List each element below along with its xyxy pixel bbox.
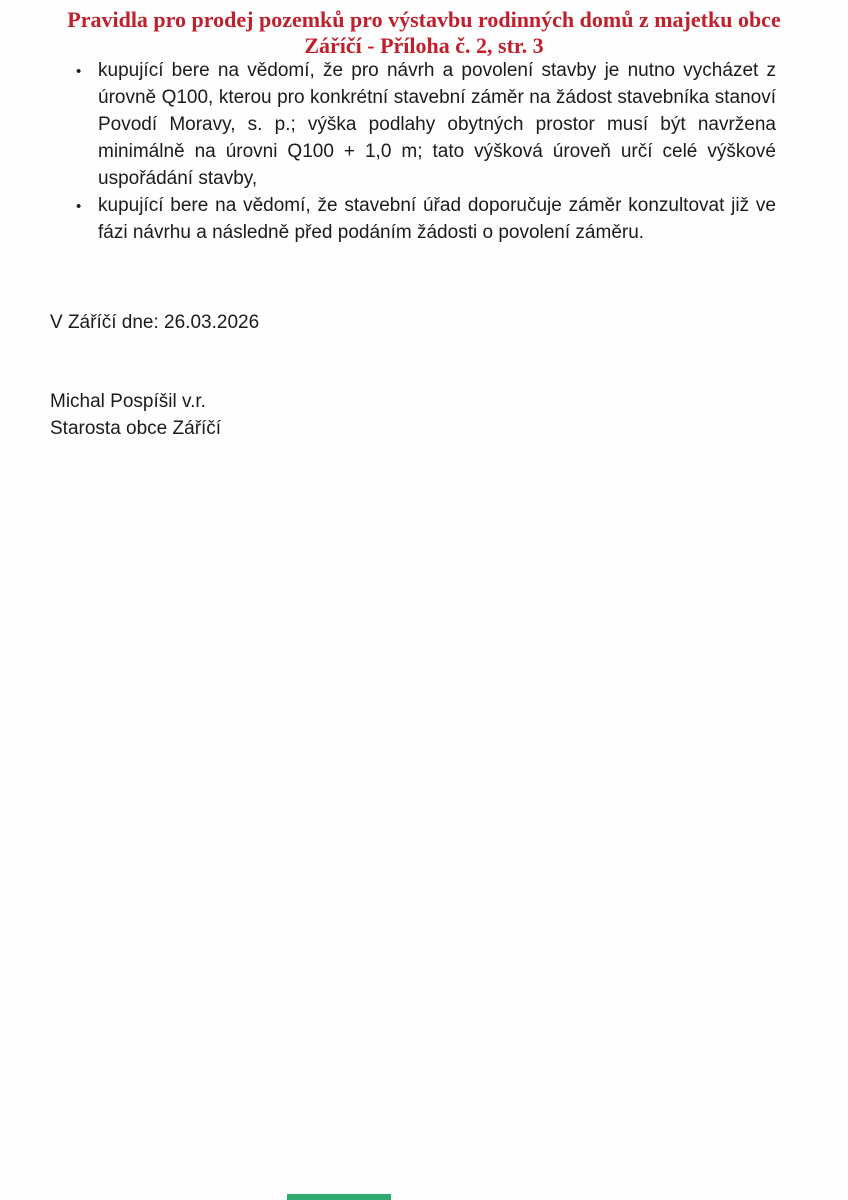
bullet-list	[98, 57, 776, 246]
date-line: V Záříčí dne: 26.03.2026	[50, 312, 260, 333]
bottom-progress-bar	[287, 1194, 391, 1200]
title-line-2: Záříčí - Příloha č. 2, str. 3	[304, 33, 544, 58]
signatory-role: Starosta obce Záříčí	[50, 418, 222, 439]
signature-block	[50, 388, 221, 442]
list-item: • kupující bere na vědomí, že stavební úřad doporučuje záměr konzultovat již ve fázi návrhu a následně před podáním žádosti o povolení záměru.	[98, 192, 776, 246]
title-line-1: Pravidla pro prodej pozemků pro výstavbu rodinných domů z majetku obce	[67, 7, 781, 32]
document-title	[0, 7, 848, 59]
signatory-name: Michal Pospíšil v.r.	[50, 391, 206, 412]
list-item: • kupující bere na vědomí, že pro návrh a povolení stavby je nutno vycházet z úrovně Q100, kterou pro konkrétní stavební záměr na žádost stavebníka stanoví Povodí Moravy, s. p.; výška podlahy obytných prostor musí být navržena minimálně na úrovni Q100 + 1,0 m; tato výšková úroveň určí celé výškové uspořádání stavby,	[98, 57, 776, 192]
